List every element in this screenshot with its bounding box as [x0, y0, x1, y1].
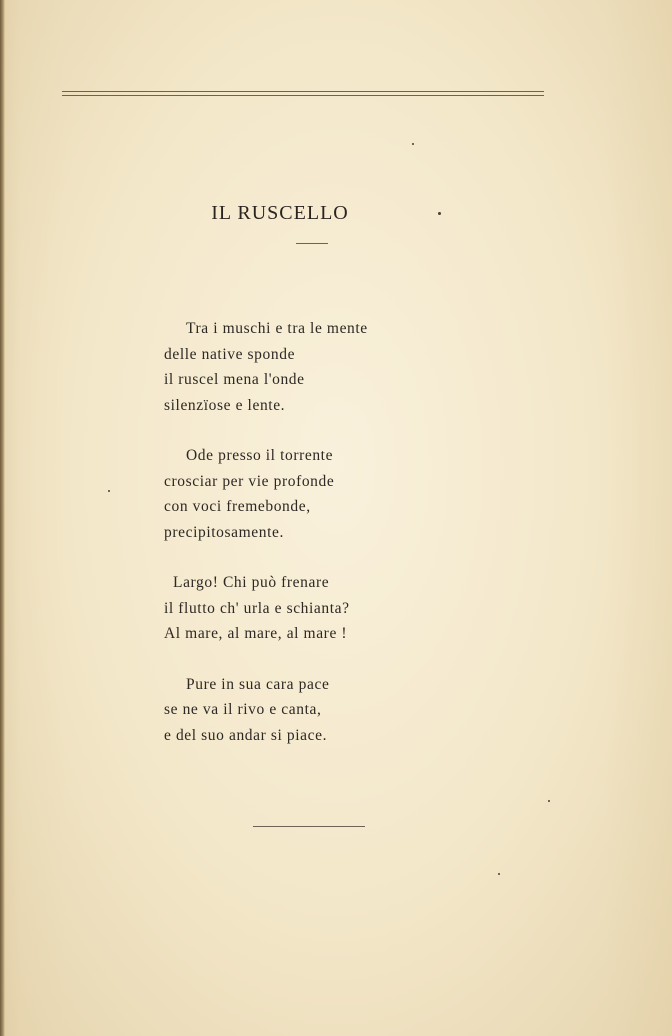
ink-speck	[548, 800, 550, 802]
poem-line: Al mare, al mare, al mare !	[164, 625, 348, 642]
footer-rule	[253, 826, 365, 827]
poem-title: IL RUSCELLO	[211, 202, 349, 224]
ink-speck	[498, 873, 500, 875]
poem-line: il flutto ch' urla e schianta?	[164, 599, 350, 617]
stanza-4	[164, 672, 464, 749]
ink-speck	[108, 490, 110, 492]
poem-line: il ruscel mena l'onde	[164, 371, 305, 388]
stanza-2	[164, 443, 464, 545]
poem-line: crosciar per vie profonde	[164, 472, 335, 490]
poem-line: con voci fremebonde,	[164, 498, 311, 515]
poem-line: se ne va il rivo e canta,	[164, 701, 322, 718]
poem-line: Tra i muschi e tra le mente	[186, 320, 368, 337]
stanza-1	[164, 316, 464, 418]
poem-line: e del suo andar si piace.	[164, 726, 328, 744]
poem-line: Pure in sua cara pace	[186, 675, 330, 693]
stanza-3	[164, 570, 464, 647]
poem-line: Ode presso il torrente	[186, 447, 334, 464]
poem-line: delle native sponde	[164, 345, 296, 363]
poem-line: precipitosamente.	[164, 523, 284, 541]
ink-speck	[438, 212, 441, 215]
header-double-rule	[62, 91, 544, 96]
poem-line: silenzïose e lente.	[164, 396, 286, 414]
ink-speck	[412, 143, 414, 145]
page-edge-shadow	[0, 0, 5, 1036]
poem-line: Largo! Chi può frenare	[173, 574, 330, 591]
title-separator	[296, 243, 328, 244]
poem-body	[164, 316, 464, 773]
